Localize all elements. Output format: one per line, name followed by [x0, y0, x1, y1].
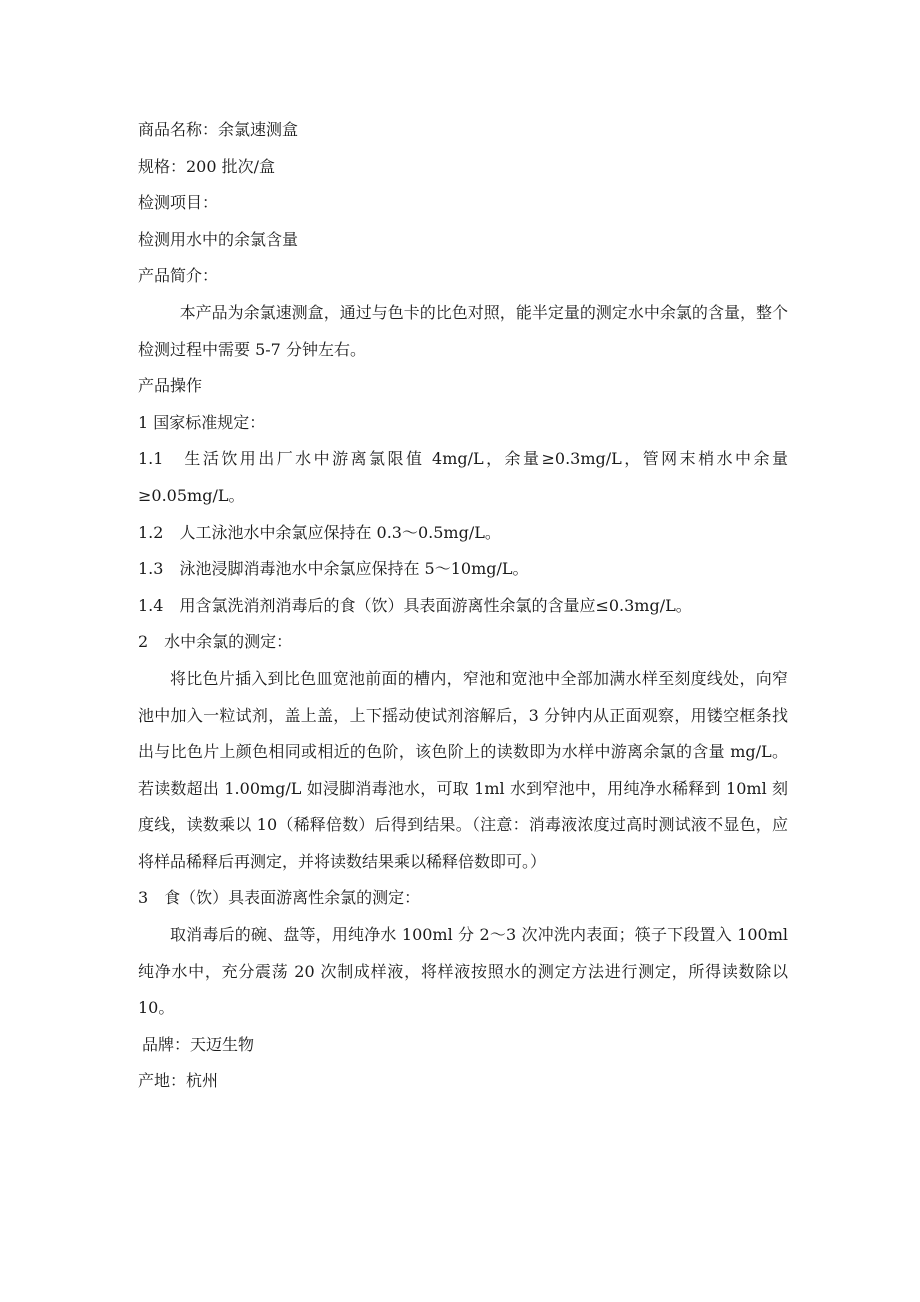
operation-heading: 产品操作 [138, 376, 203, 396]
standard-item-3: 1.3 泳池浸脚消毒池水中余氯应保持在 5～10mg/L。 [138, 559, 529, 579]
test-item-heading: 检测项目： [138, 193, 219, 213]
standards-heading: 1 国家标准规定： [138, 412, 266, 432]
origin-line: 产地：杭州 [138, 1071, 219, 1091]
standard-item-2: 1.2 人工泳池水中余氯应保持在 0.3～0.5mg/L。 [138, 522, 501, 542]
utensil-test-heading: 3 食（饮）具表面游离性余氯的测定： [138, 888, 421, 908]
utensil-test-paragraph: 取消毒后的碗、盘等，用纯净水 100ml 分 2～3 次冲洗内表面；筷子下段置入 100ml 纯净水中，充分震荡 20 次制成样液，将样液按照水的测定方法进行测定，所得读数除以 10。 [138, 925, 788, 1018]
water-test-paragraph: 将比色片插入到比色皿宽池前面的槽内，窄池和宽池中全部加满水样至刻度线处，向窄池中加入一粒试剂，盖上盖，上下摇动使试剂溶解后，3 分钟内从正面观察，用镂空框条找出与比色片上颜色相同或相近的色阶，该色阶上的读数即为水样中游离余氯的含量 mg/L。若读数超出 1.00mg/L 如浸脚消毒池水，可取 1ml 水到窄池中，用纯净水稀释到 10ml 刻度线，读数乘以 10（稀释倍数）后得到结果。（注意：消毒液浓度过高时测试液不显色，应将样品稀释后再测定，并将读数结果乘以稀释倍数即可。） [138, 668, 788, 871]
standard-item-4: 1.4 用含氯洗消剂消毒后的食（饮）具表面游离性余氯的含量应≤0.3mg/L。 [138, 595, 692, 615]
product-spec-line: 规格：200 批次/盒 [138, 156, 276, 176]
water-test-heading: 2 水中余氯的测定： [138, 632, 293, 652]
intro-heading: 产品简介： [138, 266, 219, 286]
intro-paragraph: 本产品为余氯速测盒，通过与色卡的比色对照，能半定量的测定水中余氯的含量，整个检测过程中需要 5-7 分钟左右。 [138, 302, 788, 359]
brand-line: 品牌：天迈生物 [142, 1034, 255, 1054]
test-item-text: 检测用水中的余氯含量 [138, 229, 299, 249]
document-body [138, 112, 788, 1100]
product-name-line: 商品名称：余氯速测盒 [138, 120, 299, 139]
standard-item-1: 1.1 生活饮用出厂水中游离氯限值 4mg/L，余量≥0.3mg/L，管网末梢水中余量≥0.05mg/L。 [138, 449, 788, 505]
